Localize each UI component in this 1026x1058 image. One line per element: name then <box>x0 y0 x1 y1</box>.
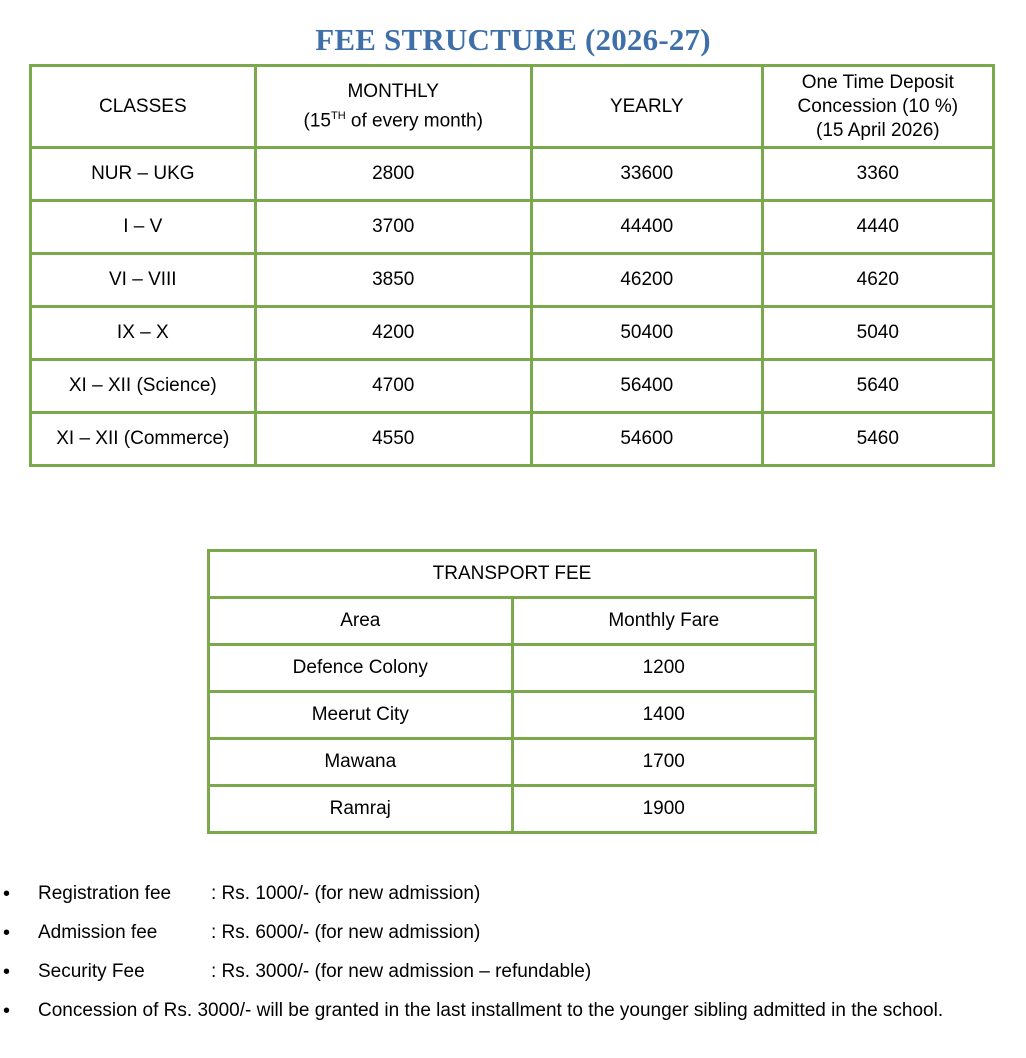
header-monthly-sup: TH <box>330 109 346 122</box>
note-label: Admission fee <box>38 922 158 943</box>
header-monthly-post: of every month) <box>345 110 483 132</box>
header-deposit <box>762 66 993 148</box>
header-classes: CLASSES <box>31 66 256 148</box>
note-label: Security Fee <box>38 961 145 982</box>
sibling-concession-note: Concession of Rs. 3000/- will be granted in the last installment to the younger sibling admitted in the school. <box>38 1000 944 1021</box>
note-value: : Rs. 3000/- (for new admission – refundable) <box>211 961 592 982</box>
fee-notes-list <box>0 880 1026 1036</box>
yearly-cell: 56400 <box>531 360 762 413</box>
header-area: Area <box>209 598 513 645</box>
list-item <box>0 997 1026 1036</box>
yearly-cell: 50400 <box>531 307 762 360</box>
monthly-cell: 3850 <box>255 254 531 307</box>
bullet-icon: • <box>3 1000 11 1022</box>
class-cell: XI – XII (Commerce) <box>31 413 256 466</box>
area-cell: Mawana <box>209 739 513 786</box>
table-row <box>209 692 816 739</box>
class-cell: I – V <box>31 201 256 254</box>
class-cell: IX – X <box>31 307 256 360</box>
bullet-icon: • <box>3 883 11 905</box>
header-monthly <box>255 66 531 148</box>
header-deposit-line1: One Time Deposit <box>801 71 954 93</box>
class-cell: XI – XII (Science) <box>31 360 256 413</box>
bullet-icon: • <box>3 961 11 983</box>
fare-cell: 1700 <box>512 739 815 786</box>
yearly-cell: 33600 <box>531 148 762 201</box>
list-item <box>0 880 1026 919</box>
table-row <box>209 645 816 692</box>
table-row <box>31 148 994 201</box>
deposit-cell: 4440 <box>762 201 993 254</box>
deposit-cell: 5040 <box>762 307 993 360</box>
header-deposit-line3: (15 April 2026) <box>816 119 940 141</box>
table-row <box>31 413 994 466</box>
transport-fee-table <box>207 549 817 834</box>
deposit-cell: 5640 <box>762 360 993 413</box>
table-header-row <box>31 66 994 148</box>
transport-title-row <box>209 551 816 598</box>
area-cell: Ramraj <box>209 786 513 833</box>
transport-header-row <box>209 598 816 645</box>
yearly-cell: 54600 <box>531 413 762 466</box>
bullet-icon: • <box>3 922 11 944</box>
note-value: : Rs. 6000/- (for new admission) <box>211 922 481 943</box>
table-row <box>31 307 994 360</box>
header-monthly-fare: Monthly Fare <box>512 598 815 645</box>
note-value: : Rs. 1000/- (for new admission) <box>211 883 481 904</box>
transport-title: TRANSPORT FEE <box>209 551 816 598</box>
list-item <box>0 958 1026 997</box>
area-cell: Meerut City <box>209 692 513 739</box>
table-row <box>31 360 994 413</box>
fare-cell: 1900 <box>512 786 815 833</box>
fare-cell: 1400 <box>512 692 815 739</box>
table-row <box>31 201 994 254</box>
header-deposit-line2: Concession (10 %) <box>797 95 959 117</box>
page-title: FEE STRUCTURE (2026-27) <box>315 22 711 57</box>
note-label: Registration fee <box>38 883 172 904</box>
list-item <box>0 919 1026 958</box>
header-monthly-pre: (15 <box>303 110 331 132</box>
monthly-cell: 4700 <box>255 360 531 413</box>
fare-cell: 1200 <box>512 645 815 692</box>
deposit-cell: 4620 <box>762 254 993 307</box>
deposit-cell: 5460 <box>762 413 993 466</box>
table-row <box>31 254 994 307</box>
class-cell: NUR – UKG <box>31 148 256 201</box>
monthly-cell: 4550 <box>255 413 531 466</box>
monthly-cell: 3700 <box>255 201 531 254</box>
table-row <box>209 786 816 833</box>
header-monthly-title: MONTHLY <box>347 80 439 102</box>
fee-structure-table <box>29 64 995 467</box>
yearly-cell: 46200 <box>531 254 762 307</box>
monthly-cell: 2800 <box>255 148 531 201</box>
table-row <box>209 739 816 786</box>
yearly-cell: 44400 <box>531 201 762 254</box>
monthly-cell: 4200 <box>255 307 531 360</box>
deposit-cell: 3360 <box>762 148 993 201</box>
header-yearly: YEARLY <box>531 66 762 148</box>
area-cell: Defence Colony <box>209 645 513 692</box>
class-cell: VI – VIII <box>31 254 256 307</box>
